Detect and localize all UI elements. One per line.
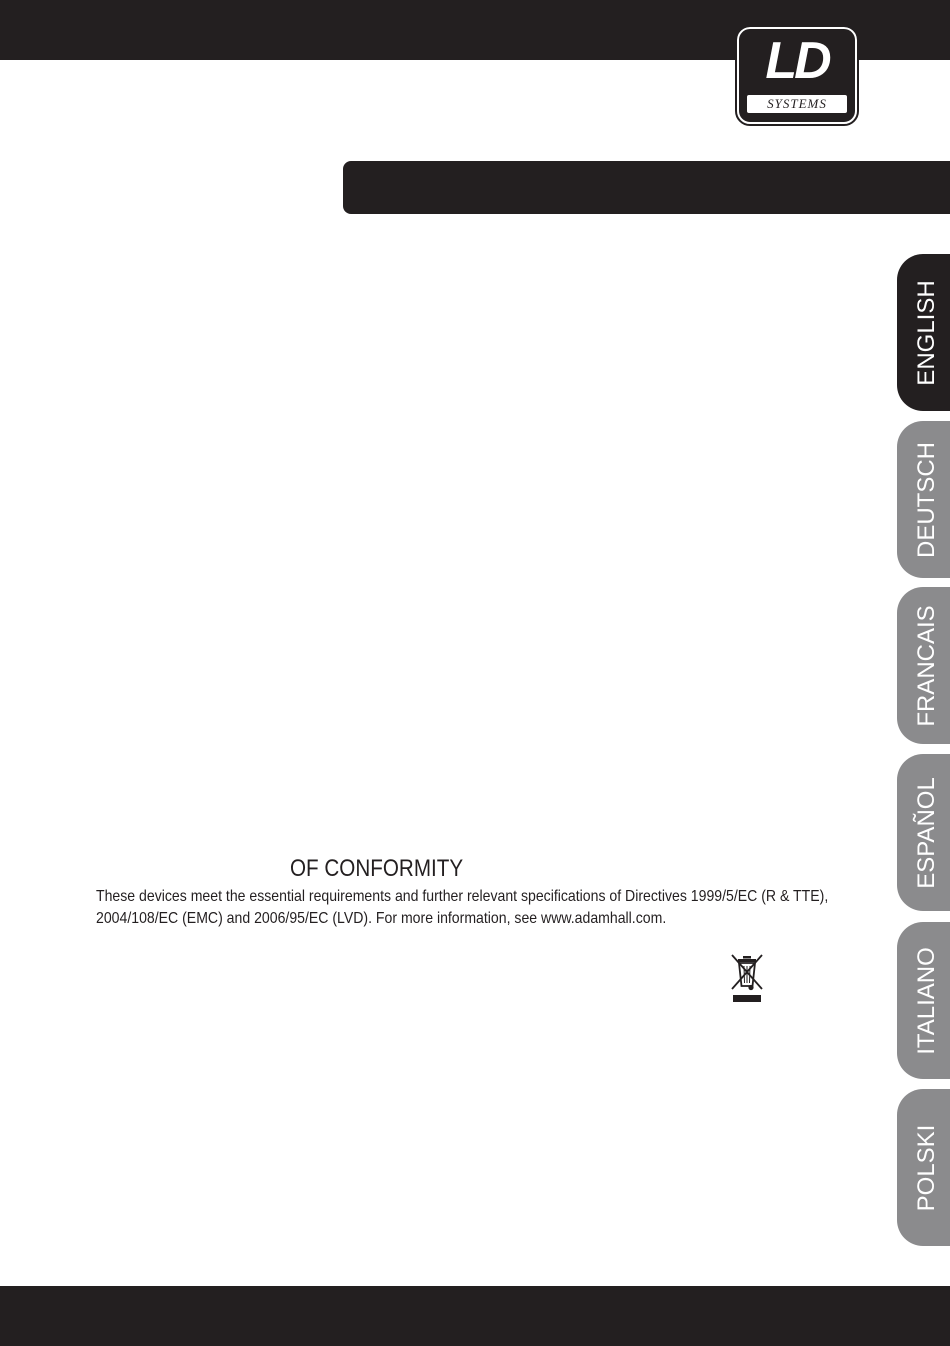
conformity-text: These devices meet the essential requirements and further relevant specifications of Directives 1999/5/EC (R & TTE), 2004/108/EC (EMC) and 2006/95/EC (LVD). For more information, see www.adamhall.com. — [96, 888, 829, 927]
section-header-bar — [343, 161, 950, 214]
logo-subtitle: SYSTEMS — [747, 95, 847, 113]
conformity-heading: OF CONFORMITY — [290, 855, 464, 882]
ld-systems-logo — [737, 27, 857, 124]
tab-label: POLSKI — [913, 1124, 940, 1211]
bottom-bar — [0, 1286, 950, 1346]
crossed-out-wheelie-bin-icon — [729, 953, 765, 1005]
tab-label: ENGLISH — [913, 279, 940, 386]
tab-english[interactable] — [897, 254, 950, 411]
tab-label: DEUTSCH — [913, 441, 940, 558]
tab-francais[interactable] — [897, 587, 950, 744]
tab-deutsch[interactable] — [897, 421, 950, 578]
tab-label: FRANCAIS — [913, 604, 940, 727]
tab-label: ESPAÑOL — [913, 776, 940, 889]
tab-espanol[interactable] — [897, 754, 950, 911]
tab-italiano[interactable] — [897, 922, 950, 1079]
tab-label: ITALIANO — [913, 946, 940, 1055]
tab-polski[interactable] — [897, 1089, 950, 1246]
logo-mark: LD — [765, 32, 829, 90]
